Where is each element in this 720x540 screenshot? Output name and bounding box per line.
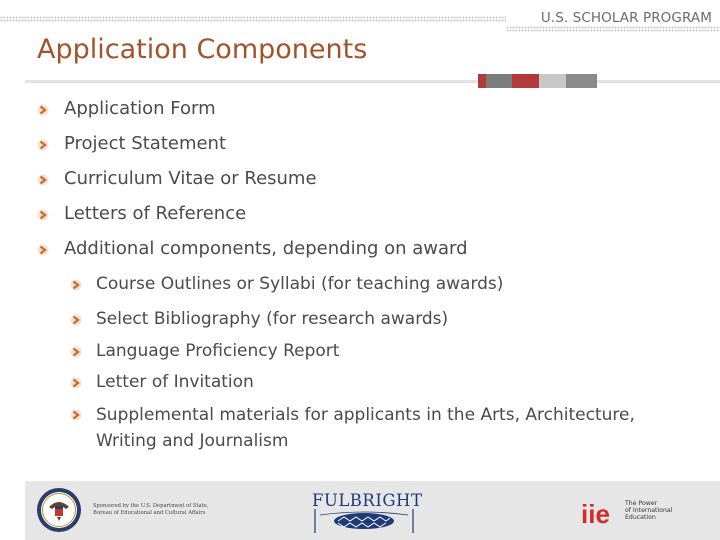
sponsor-text — [93, 503, 208, 516]
bullet-icon — [70, 314, 82, 326]
bullet-icon — [70, 346, 82, 358]
iie-tagline-line-3: Education — [625, 514, 656, 521]
list-item-text: Letters of Reference — [64, 203, 247, 224]
list-item-text: Letter of Invitation — [96, 372, 254, 392]
state-department-seal-icon — [36, 487, 82, 533]
program-name: U.S. SCHOLAR PROGRAM — [540, 10, 712, 26]
list-item-text: Language Proficiency Report — [96, 341, 340, 361]
list-item — [37, 98, 216, 119]
sponsor-line-2: Bureau of Educational and Cultural Affairs — [93, 509, 206, 516]
iie-tagline-line-1: The Power — [625, 500, 658, 507]
sub-list-item — [70, 309, 448, 329]
list-item — [37, 133, 226, 154]
fulbright-wordmark: FULBRIGHT — [312, 491, 423, 510]
bullet-icon — [37, 209, 49, 221]
iie-logo-art — [579, 493, 623, 527]
iie-wordmark: iie — [581, 499, 610, 527]
fulbright-logo-art — [312, 509, 416, 535]
bullet-icon — [37, 244, 49, 256]
list-item-text: Project Statement — [64, 133, 227, 154]
list-item-text: Additional components, depending on award — [64, 238, 468, 259]
bullet-icon — [37, 139, 49, 151]
page-title: Application Components — [37, 34, 368, 65]
bullet-icon — [37, 104, 49, 116]
fulbright-logo — [312, 491, 423, 535]
sub-list-item — [70, 341, 339, 361]
iie-tagline-line-2: of International — [625, 507, 673, 514]
footer-band — [25, 481, 720, 540]
sponsor-line-1: Sponsored by the U.S. Department of State, — [93, 503, 209, 509]
bullet-icon — [70, 377, 82, 389]
bullet-icon — [37, 174, 49, 186]
bullet-icon — [70, 409, 82, 421]
list-item — [37, 238, 468, 259]
sub-list-item — [70, 372, 254, 392]
list-item — [37, 203, 246, 224]
iie-logo — [579, 493, 623, 527]
iie-tagline — [625, 500, 672, 521]
list-item-text: Curriculum Vitae or Resume — [64, 168, 317, 189]
list-item-text: Select Bibliography (for research awards) — [96, 309, 449, 329]
sub-list-item — [70, 404, 635, 452]
list-item-text-line1: Supplemental materials for applicants in the Arts, Architecture, — [96, 405, 635, 425]
sub-list-item — [70, 274, 503, 294]
list-item-text: Course Outlines or Syllabi (for teaching awards) — [96, 274, 504, 294]
list-item — [37, 168, 317, 189]
list-item-text-line2: Writing and Journalism — [96, 431, 289, 451]
list-item-wrapped — [96, 404, 635, 452]
bullet-icon — [70, 279, 82, 291]
list-item-text: Application Form — [64, 98, 216, 119]
